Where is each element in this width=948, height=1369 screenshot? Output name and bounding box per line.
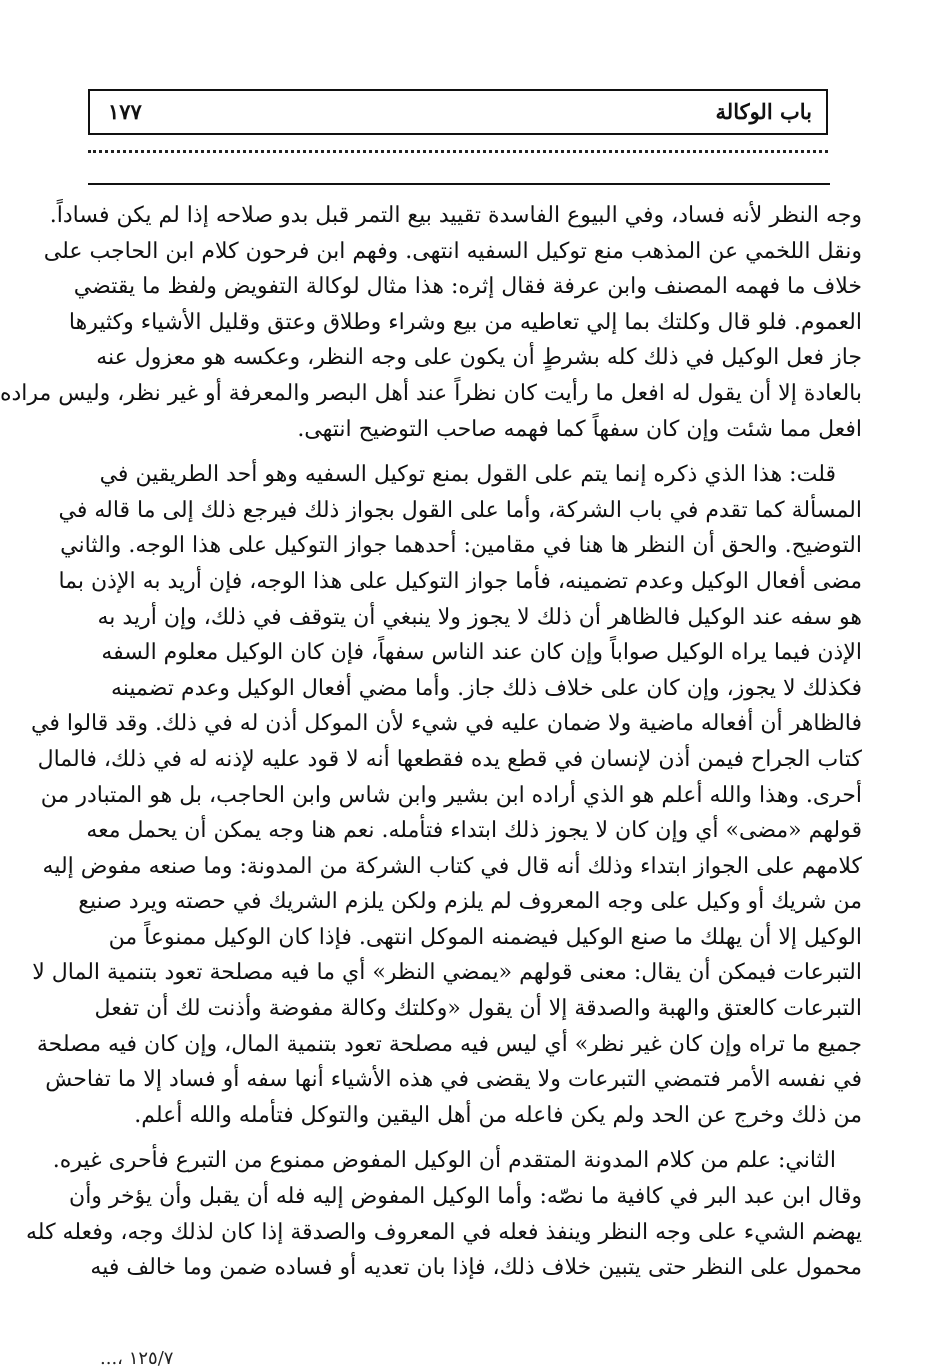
text-line: التبرعات فيمكن أن يقال: معنى قولهم «يمضي النظر» أي ما فيه مصلحة تعود بتنمية المال لا <box>32 960 862 986</box>
page-number: ١٧٧ <box>108 99 142 124</box>
page-header <box>88 89 828 135</box>
paragraph <box>31 457 862 1133</box>
text-line: خلاف ما فهمه المصنف وابن عرفة فقال إثره: هذا مثال لوكالة التفويض ولفظ ما يقتضي <box>73 274 862 300</box>
text-line: جميع ما تراه وإن كان غير نظر» أي ليس فيه مصلحة تعود بتنمية المال، وإن كان فيه مصلحة <box>36 1031 862 1057</box>
paragraph <box>0 198 862 447</box>
text-line: ونقل اللخمي عن المذهب منع توكيل السفيه انتهى. وفهم ابن فرحون كلام ابن الحاجب على <box>43 238 862 264</box>
footnote: ١٢٥/٧ ،... <box>100 1348 174 1369</box>
text-line: الثاني: علم من كلام المدونة المتقدم أن الوكيل المفوض ممنوع من التبرع فأحرى غيره. <box>52 1148 836 1174</box>
text-line: التوضيح. والحق أن النظر ها هنا في مقامين: أحدهما جواز التوكيل على هذا الوجه. والثاني <box>60 533 862 559</box>
text-line: أحرى. وهذا والله أعلم هو الذي أراده ابن بشير وابن شاس وابن الحاجب، بل هو المتبادر من <box>40 782 862 808</box>
text-line: قولهم «مضى» أي وإن كان لا يجوز ذلك ابتداء فتأمله. نعم هنا وجه يمكن أن يحمل معه <box>86 818 862 844</box>
text-line: محمول على النظر حتى يتبين خلاف ذلك، فإذا بان تعديه أو فساده ضمن وما خالف فيه <box>90 1255 862 1281</box>
paragraph-gap <box>88 447 862 457</box>
header-rule <box>88 183 830 185</box>
text-line: الوكيل إلا أن يهلك ما صنع الوكيل فيضمنه الموكل انتهى. فإذا كان الوكيل ممنوعاً من <box>108 924 862 950</box>
text-line: فكذلك لا يجوز، وإن كان على خلاف ذلك جاز. وأما مضي أفعال الوكيل وعدم تضمينه <box>110 675 862 701</box>
text-line: هو سفه عند الوكيل فالظاهر أن ذلك لا يجوز ولا ينبغي أن يتوقف في ذلك، وإن أريد به <box>97 604 862 630</box>
text-line: التبرعات كالعتق والهبة والصدقة إلا أن يقول «وكلتك وكالة مفوضة وأذنت لك أن تفعل <box>94 996 862 1022</box>
text-line: مضى أفعال الوكيل وعدم تضمينه، فأما جواز التوكيل على هذا الوجه، فإن أريد به الإذن بما <box>58 568 862 594</box>
text-line: وقال ابن عبد البر في كافية ما نصّه: وأما الوكيل المفوض إليه فله أن يقبل وأن يؤخر وأن <box>69 1184 862 1210</box>
text-line: قلت: هذا الذي ذكره إنما يتم على القول بمنع توكيل السفيه وهو أحد الطريقين في <box>99 462 836 488</box>
text-line: الإذن فيما يراه الوكيل صواباً وإن كان عند الناس سفهاً، فإن كان الوكيل معلوم السفه <box>101 640 862 666</box>
text-line: بالعادة إلا أن يقول له افعل ما رأيت كان نظراً عند أهل البصر والمعرفة أو غير نظر، وليس مراده <box>0 380 862 406</box>
text-line: من شريك أو وكيل على وجه المعروف لم يلزم ولكن يلزم الشريك في حصته ويرد صنيع <box>78 889 862 915</box>
text-line: وجه النظر لأنه فساد، وفي البيوع الفاسدة تقييد بيع التمر قبل بدو صلاحه إذا لم يكن فساداً. <box>49 203 862 228</box>
text-line: من ذلك وخرج عن الحد ولم يكن فاعله من أهل اليقين والتوكل فتأمله والله أعلم. <box>134 1102 862 1128</box>
text-line: كتاب الجراح فيمن أذن لإنسان في قطع يده فقطعها أنه لا قود عليه لإذنه له في ذلك، فالمال <box>37 746 862 772</box>
text-line: العموم. فلو قال وكلتك بما إلي تعاطيه من بيع وشراء وطلاق وعتق وقليل الأشياء وكثيرها <box>68 309 862 335</box>
body-text <box>0 198 862 1286</box>
text-line: المسألة كما تقدم في باب الشركة، وأما على القول بجواز ذلك فيرجع ذلك إلى ما قاله في <box>58 497 862 523</box>
chapter-title: باب الوكالة <box>715 99 812 124</box>
text-line: يهضم الشيء على وجه النظر وينفذ فعله في المعروف والصدقة إذا كان لذلك وجه، وفعله كله <box>26 1219 862 1245</box>
paragraph-gap <box>88 1133 862 1143</box>
paragraph <box>26 1143 862 1285</box>
text-line: كلامهم على الجواز ابتداء وذلك أنه قال في كتاب الشركة من المدونة: وما صنعه مفوض إليه <box>42 853 862 879</box>
dotted-divider <box>88 150 828 153</box>
text-line: في نفسه الأمر فتمضي التبرعات ولا يقضى في هذه الأشياء أنها سفه أو فساد إلا ما تفاحش <box>45 1067 862 1093</box>
text-line: افعل مما شئت وإن كان سفهاً كما فهمه صاحب التوضيح انتهى. <box>297 416 862 442</box>
text-line: فالظاهر أن أفعاله ماضية ولا ضمان عليه في شيء لأن الموكل أذن له في ذلك. وقد قالوا في <box>31 711 862 737</box>
text-line: جاز فعل الوكيل في ذلك كله بشرطٍ أن يكون على وجه النظر، وعكسه هو معزول عنه <box>96 345 862 371</box>
